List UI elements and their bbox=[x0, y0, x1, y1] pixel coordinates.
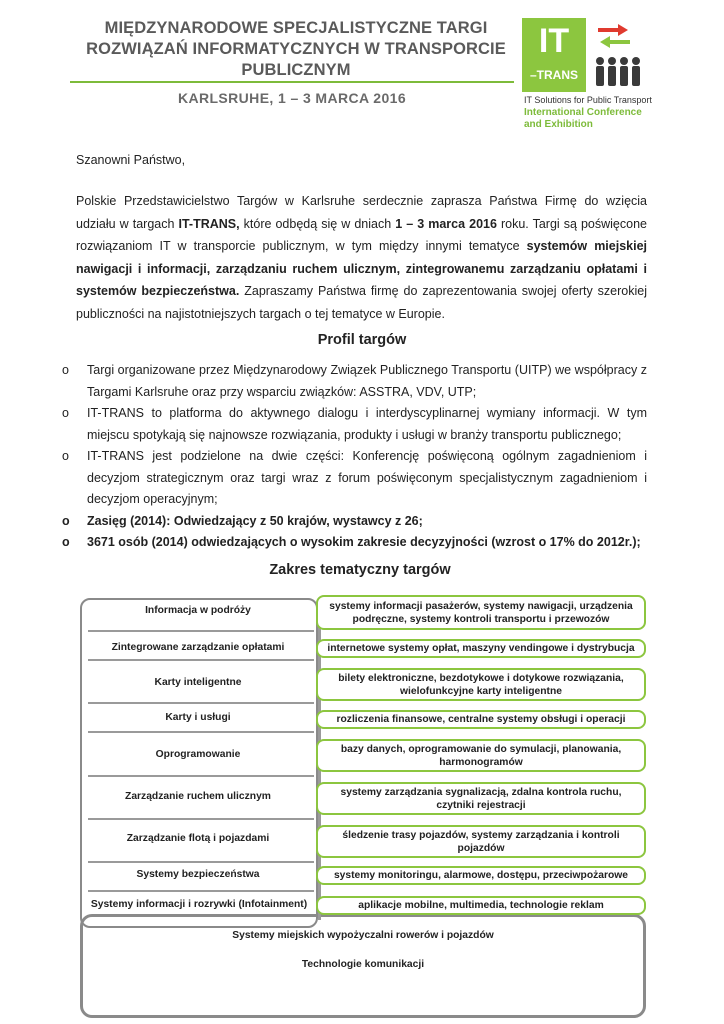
row-divider bbox=[88, 630, 314, 632]
topic-description: systemy zarządzania sygnalizacją, zdalna kontrola ruchu, czytniki rejestracji bbox=[316, 782, 646, 815]
row-divider bbox=[88, 861, 314, 863]
topic-label: Zarządzanie flotą i pojazdami bbox=[126, 833, 270, 844]
topic-label: Zarządzanie ruchem ulicznym bbox=[125, 791, 271, 802]
list-item: o IT-TRANS jest podzielone na dwie części: Konferencję poświęconą ogólnym zagadnieniom i decyzjom strategicznym oraz targi wraz z forum poświęconym specjalistycznym zagadnieniom i decyzjom operacyjnym; bbox=[62, 449, 647, 506]
topic-label: Systemy informacji i rozrywki (Infotainment) bbox=[90, 899, 308, 910]
topic-description: bilety elektroniczne, bezdotykowe i dotykowe rozwiązania, wielofunkcyjne karty inteligentne bbox=[316, 668, 646, 701]
people-icon bbox=[593, 56, 641, 88]
list-item: o 3671 osób (2014) odwiedzających o wysokim zakresie decyzyjności (wzrost o 17% do 2012r.); bbox=[62, 535, 641, 549]
profile-list bbox=[62, 360, 647, 554]
section-heading-topics: Zakres tematyczny targów bbox=[269, 562, 451, 578]
topic-label: Zintegrowane zarządzanie opłatami bbox=[111, 642, 285, 653]
topic-description: systemy informacji pasażerów, systemy nawigacji, urządzenia podręczne, systemy kontroli transportu i przewozów bbox=[316, 595, 646, 630]
topic-label: Informacja w podróży bbox=[145, 605, 251, 616]
logo-tagline: IT Solutions for Public Transport bbox=[524, 95, 652, 105]
topic-extra: Systemy miejskich wypożyczalni rowerów i pojazdów bbox=[232, 930, 494, 941]
list-item: o IT-TRANS to platforma do aktywnego dialogu i interdyscyplinarnej wymiany informacji. W tym miejscu spotykają się najnowsze rozwiązania, produkty i usługi w branży transportu publicznego; bbox=[62, 406, 647, 442]
topic-description: aplikacje mobilne, multimedia, technologie reklam bbox=[316, 896, 646, 915]
topic-description: rozliczenia finansowe, centralne systemy obsługi i operacji bbox=[316, 710, 646, 729]
topic-label: Karty inteligentne bbox=[154, 677, 242, 688]
topic-label: Systemy bezpieczeństwa bbox=[136, 869, 260, 880]
section-heading-profile: Profil targów bbox=[317, 332, 407, 348]
arrows-icon bbox=[592, 20, 636, 50]
logo-line-1: International Conference bbox=[524, 107, 642, 118]
topic-label: Oprogramowanie bbox=[155, 749, 241, 760]
row-divider bbox=[88, 659, 314, 661]
row-divider bbox=[88, 731, 314, 733]
topic-label: Karty i usługi bbox=[165, 712, 231, 723]
document-title bbox=[70, 18, 522, 81]
row-divider bbox=[88, 702, 314, 704]
row-divider bbox=[88, 775, 314, 777]
row-divider bbox=[88, 890, 314, 892]
topic-description: śledzenie trasy pojazdów, systemy zarządzania i kontroli pojazdów bbox=[316, 825, 646, 858]
title-line: ROZWIĄZAŃ INFORMATYCZNYCH W TRANSPORCIE bbox=[86, 40, 506, 58]
title-line: PUBLICZNYM bbox=[241, 61, 351, 79]
logo-line-2: and Exhibition bbox=[524, 119, 593, 130]
list-item: o Targi organizowane przez Międzynarodowy Związek Publicznego Transportu (UITP) we współpracy z Targami Karlsruhe oraz przy wsparciu związków: ASSTRA, VDV, UTP; bbox=[62, 363, 647, 399]
topic-description: bazy danych, oprogramowanie do symulacji, planowania, harmonogramów bbox=[316, 739, 646, 772]
event-date: KARLSRUHE, 1 – 3 MARCA 2016 bbox=[177, 90, 407, 106]
header-divider bbox=[70, 81, 514, 83]
logo-trans-text: –TRANS bbox=[529, 68, 578, 82]
list-item: o Zasięg (2014): Odwiedzający z 50 krajów, wystawcy z 26; bbox=[62, 513, 423, 528]
row-divider bbox=[88, 818, 314, 820]
greeting: Szanowni Państwo, bbox=[76, 153, 186, 167]
topic-description: systemy monitoringu, alarmowe, dostępu, przeciwpożarowe bbox=[316, 866, 646, 885]
topic-extra: Technologie komunikacji bbox=[301, 959, 425, 970]
intro-paragraph: Polskie Przedstawicielstwo Targów w Karlsruhe serdecznie zaprasza Państwa Firmę do wzięcia udziału w targach IT-TRANS, które odbędą się w dniach 1 – 3 marca 2016 roku. Targi są poświęcone rozwiązaniom IT w transporcie publicznym, w tym między innymi tematyce systemów miejskiej nawigacji i informacji, zarządzaniu ruchem ulicznym, zintegrowanemu zarządzaniu opłatami i systemów bezpieczeństwa. Zapraszamy Państwa firmę do zaprezentowania swojej oferty szerokiej publiczności na najistotniejszych targach o tej tematyce w Europie. bbox=[76, 194, 648, 321]
title-line: MIĘDZYNARODOWE SPECJALISTYCZNE TARGI bbox=[104, 19, 488, 37]
logo-it-text: IT bbox=[538, 22, 570, 60]
topic-description: internetowe systemy opłat, maszyny vendingowe i dystrybucja bbox=[316, 639, 646, 658]
